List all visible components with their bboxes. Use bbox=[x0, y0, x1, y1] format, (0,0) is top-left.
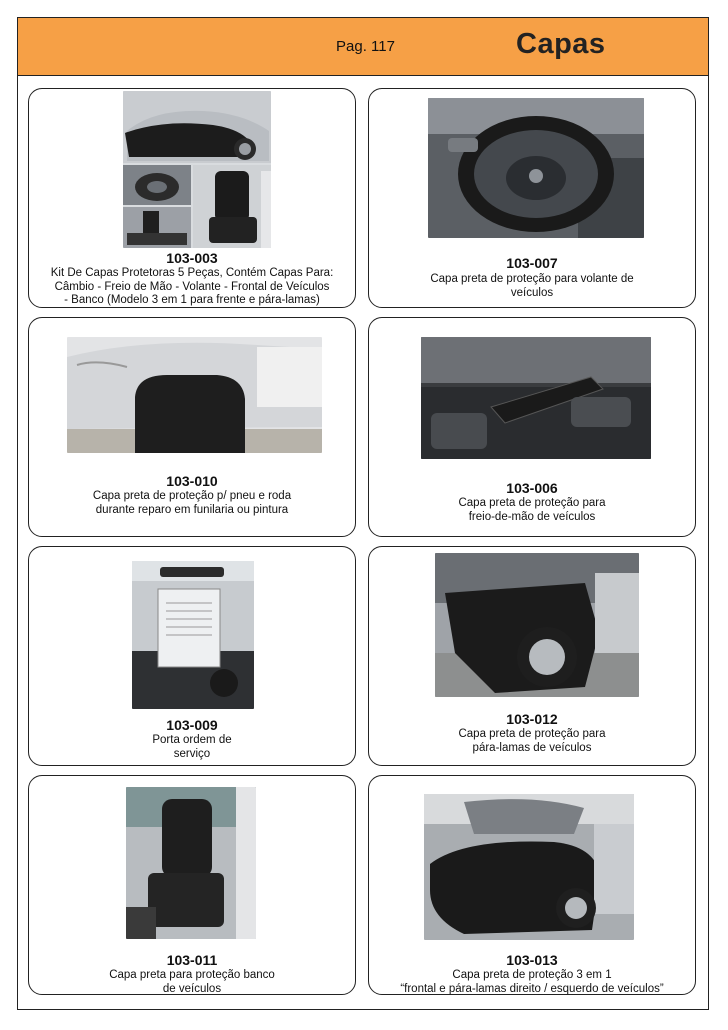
product-code: 103-011 bbox=[166, 952, 218, 968]
product-description: Porta ordem de serviço bbox=[152, 734, 232, 760]
product-description: Capa preta de proteção 3 em 1 “frontal e pára-lamas direito / esquerdo de veículos” bbox=[400, 969, 664, 995]
product-photo bbox=[123, 91, 271, 248]
product-card-103-006[interactable] bbox=[368, 317, 696, 537]
product-photo bbox=[132, 561, 254, 709]
product-description: Capa preta de proteção para freio-de-mão de veículos bbox=[458, 497, 606, 523]
product-photo bbox=[428, 98, 644, 238]
product-card-103-012[interactable] bbox=[368, 546, 696, 766]
product-code: 103-006 bbox=[506, 480, 558, 496]
page-number: Pag. 117 bbox=[336, 38, 395, 55]
product-description: Capa preta de proteção para volante de veículos bbox=[430, 273, 634, 299]
product-photo bbox=[424, 794, 634, 940]
product-card-103-009[interactable] bbox=[28, 546, 356, 766]
product-photo bbox=[126, 787, 256, 939]
product-code: 103-013 bbox=[506, 952, 558, 968]
product-card-103-010[interactable] bbox=[28, 317, 356, 537]
product-photo bbox=[421, 337, 651, 459]
product-description: Capa preta de proteção p/ pneu e roda durante reparo em funilaria ou pintura bbox=[92, 490, 292, 516]
product-card-103-003[interactable] bbox=[28, 88, 356, 308]
product-description: Capa preta para proteção banco de veículos bbox=[109, 969, 275, 995]
product-description: Capa preta de proteção para pára-lamas de veículos bbox=[458, 728, 606, 754]
product-code: 103-010 bbox=[166, 473, 218, 489]
product-code: 103-012 bbox=[506, 711, 558, 727]
product-code: 103-003 bbox=[166, 250, 218, 266]
product-photo bbox=[435, 553, 639, 697]
page-header bbox=[18, 18, 708, 76]
product-card-103-007[interactable] bbox=[368, 88, 696, 308]
product-photo bbox=[67, 337, 322, 453]
product-code: 103-007 bbox=[506, 255, 558, 271]
product-code: 103-009 bbox=[166, 717, 218, 733]
section-title: Capas bbox=[516, 28, 606, 60]
product-description: Kit De Capas Protetoras 5 Peças, Contém Capas Para: Câmbio - Freio de Mão - Volante - Frontal de Veículos - Banco (Modelo 3 em 1 para frente e pára-lamas) bbox=[50, 267, 334, 306]
product-card-103-011[interactable] bbox=[28, 775, 356, 995]
product-card-103-013[interactable] bbox=[368, 775, 696, 995]
